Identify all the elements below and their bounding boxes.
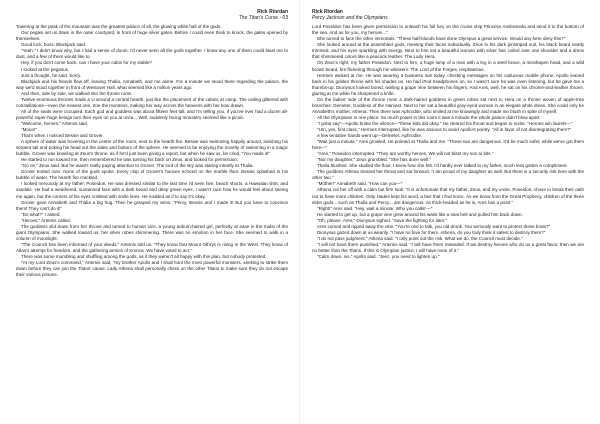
paragraph: "Go on," Zeus said. But he wasn't really paying attention to Grover. The lord of the sky was staring intently at Thalia. [21,163,254,169]
paragraph: Towering at the peak of the mountain was the greatest palace of all, the glowing white hall of the gods. [16,24,222,30]
paragraph: That's when I noticed Bessie and Grover. [21,133,104,139]
paragraph: All of the seats were occupied. Each god and goddess was about fifteen feet tall, and I'm telling you, if you've ever had a dozen all-powerful super-huge beings turn their eyes on you at once... Well, suddenly facing monsters seemed like a picnic. [16,108,288,120]
paragraph: Dionysus gazed down at us wearily. "I have no love for them. Athena, do you truly think it safest to destroy them?" [317,229,546,235]
paragraph: A few tentative hands went up—Demeter, Aphrodite. [317,133,423,139]
paragraph: Grover trotted over. None of the gods spoke. Every clop of Grover's hooves echoed on the marble floor. Bessie splashed in his bubble of water. The hearth fire crackled. [16,169,288,181]
paragraph: She turned to face the other immortals. "These half-bloods have done Olympus a great service. Would any here deny this?" [317,36,566,42]
paragraph: Grover gave Annabeth and Thalia a big hug. Then he grasped my arms. "Percy, Bessie and I made it! But you have to convince them! They can't do it!" [16,199,288,211]
paragraph: A sphere of water was hovering in the center of the room, next to the hearth fire. Bessie was swimming happily around, swishing his serpent tail and poking his head out the sides and bottom of the sphere. He seemed to be enjoying the novelty of swimming in a magic bubble. Grover was kneeling at Zeus's throne, as if he'd just been giving a report, but when he saw us, he cried, "You made it!" [16,139,288,157]
paragraph: The goddess slid down from her throne and turned to human size, a young auburn-haired girl, perfectly at ease in the midst of the giant Olympians. She walked toward us, her silver robes shimmering. There was no emotion in her face. She seemed to walk in a column of moonlight. [16,223,288,241]
paragraph: And then, side by side, we walked into the throne room. [21,90,133,96]
left-page-header [16,10,288,21]
paragraph: "The Council has been informed of your deeds," Artemis told us. "They know that Mount Othrys is rising in the West. They know of Atlas's attempt for freedom, and the gathering armies of Kronos. We have voted to act." [16,241,288,253]
paragraph: He started to run toward me, then remembered he was turning his back on Zeus, and looked for permission. [21,157,239,163]
paragraph: There was some mumbling and shuffling among the gods, as if they weren't all happy with this plan, but nobody protested. [21,253,267,259]
paragraph: Lord Poseidon has been given permission to unleash his full fury on the cruise ship Princess Andromeda and send it to the bottom of the sea. And as for you, my heroes..." [312,24,584,36]
paragraph: Our pegasi set us down in the outer courtyard, in front of huge silver gates. Before I could even think to knock, the gates opened by themselves. [16,30,288,42]
paragraph: Athena cut her off with a calm but firm look. "It is unfortunate that my father, Zeus, and my uncle, Poseidon, chose to break their oath not to have more children. Only Hades kept his word, a fact that I find ironic. As we know from the Great Prophecy, children of the three elder gods... such as Thalia and Percy... are dangerous. As thick-headed as he is, Ares has a point." [312,187,584,205]
paragraph: Hermes winked at me. He was wearing a business suit today, checking messages on his caduceus mobile phone. Apollo leaned back in his golden throne with his shades on. He had iPod headphones on, so I wasn't sure he was even listening, but he gave me a thumbs-up. Dionysus looked bored, twirling a grape vine between his fingers. And Ares, well, he sat on his chrome-and-leather throne, glaring at me while he sharpened a knife. [312,72,584,96]
paragraph: "Um, yes, first class," Hermes interrupted, like he was anxious to avoid Apollo's poetry. "All in favor of not disintegrating them?" [317,126,572,132]
paragraph: "Nor my daughter," Zeus grumbled. "She has done well." [317,157,431,163]
paragraph: "Do what?" I asked. [21,211,61,217]
right-header-book-title: Percy Jackson and the Olympians [312,14,388,21]
left-page-body [16,24,288,278]
right-page-body [312,24,584,260]
paragraph: "Ares," Poseidon interrupted. "They are worthy heroes. We will not blast my son to bits." [317,151,494,157]
right-page-header [312,10,584,21]
paragraph: On Zeus's right, my father Poseidon. Next to him, a huge lump of a man with a leg in a steel brace, a misshapen head, and a wild brown beard, fire flickering through his whiskers: The Lord of the Forges, Hephaestus. [312,60,584,72]
paragraph: Blackjack and his friends flew off, leaving Thalia, Annabeth, and me alone. For a minute we stood there regarding the palace, the way we'd stood together in front of Westover Hall, what seemed like a million years ago. [16,78,288,90]
paragraph: Ares cursed and ripped away the vine. "You're one to talk, you old drunk. You seriously want to protect these brats?" [317,223,551,229]
paragraph: All the Olympians in one place. So much power in this room it was a miracle the whole palace didn't blow apart. [317,114,541,120]
right-header-author: Rick Riordan [312,9,343,15]
paragraph: "Oh, please, Ares," Dionysus sighed. "Save the fighting for later." [317,217,448,223]
paragraph: "Heroes," Artemis called. [21,217,71,223]
paragraph: "Mooo!" [21,126,37,132]
right-page [300,0,600,424]
paragraph: "Right!" Ares said. "Hey, wait a minute. Who you callin'—" [317,205,433,211]
left-header-author: Rick Riordan [257,9,288,15]
paragraph: On the ladies' side of the throne room a dark-haired goddess in green robes sat next to Hera on a throne woven of apple-tree branches: Demeter, Goddess of the Harvest. Next to her sat a beautiful gray-eyed woman in an elegant white dress. She could only be Annabeth's mother, Athena. Then there was Aphrodite, who smiled at me knowingly and made me blush in spite of myself. [312,96,584,114]
paragraph: Just a thought, he said. Sorry. [21,72,82,78]
paragraph: "I gotta say"—Apollo broke the silence—"these kids did okay." He cleared his throat and began to recite. "Heroes win laurels—" [317,120,573,126]
paragraph: "Calm down, sis," Apollo said. "Jeez, you need to lighten up." [317,253,440,259]
paragraph: She looked around at the assembled gods, meeting their faces individually. Zeus in his dark pinstriped suit, his black beard neatly trimmed, and his eyes sparkling with energy. Next to him sat a beautiful woman with silver hair coiled over one shoulder and a dress that shimmered colors like a peacock feather. The Lady Hera. [312,42,584,60]
paragraph: "Mother!" Annabeth said. "How can you—" [317,181,403,187]
paragraph: I looked nervously at my father, Poseidon. He was dressed similar to the last time I'd seen him: beach shorts, a Hawaiian shirt, and sandals. He had a weathered, suntanned face with a dark beard and deep green eyes. I wasn't sure how he would feel about seeing me again, but the corners of his eyes crinkled with smile lines. He nodded as if to say it's okay. [16,181,288,199]
paragraph: The goddess Athena cleared her throat and sat forward. "I am proud of my daughter as well. But there is a security risk here with the other two." [312,169,584,181]
paragraph: Good luck, boss, Blackjack said. [21,42,87,48]
paragraph: He started to get up, but a grape vine grew around his waist like a seat belt and pulled him back down. [317,211,523,217]
left-header-book-title: The Titan's Curse - 03 [238,14,288,21]
paragraph: Thalia blushed. She studied the floor. I knew how she felt. I'd hardly ever talked to my father, much less gotten a compliment. [317,163,568,169]
paragraph: I looked at the pegasus. [21,66,70,72]
paragraph: Twelve enormous thrones made a U around a central hearth, just like the placement of the cabins at camp. The ceiling glittered with constellations—even the newest one, Zoe the Huntress, making her way across the heavens with her bow drawn. [16,96,288,108]
paragraph: "Welcome, heroes," Artemis said. [21,120,89,126]
paragraph: "Wait just a minute," Ares growled. He pointed at Thalia and me. "These two are dangerous. It'd be much safer, while we've got them here—" [312,139,584,151]
paragraph: "I will not have them punished," Artemis said. "I will have them rewarded. If we destroy heroes who do us a great favor, then we are no better than the Titans. If this is Olympian justice, I will have none of it." [312,241,584,253]
paragraph: Hey, if you don't come back, can I have your cabin for my stable? [21,60,152,66]
paragraph: "At my Lord Zeus's command," Artemis said, "my brother Apollo and I shall hunt the most powerful monsters, seeking to strike them down before they can join the Titans' cause. Lady Athena shall personally check on the other Titans to make sure they do not escape their various prisons. [16,260,288,278]
paragraph: "Yeah." I didn't know why, but I had a sense of doom. I'd never seen all the gods together. I knew any one of them could blast me to dust, and a few of them would like to. [16,48,288,60]
paragraph: "I do not pass judgment," Athena said. "I only point out the risk. What we do, the Council must decide." [317,235,523,241]
